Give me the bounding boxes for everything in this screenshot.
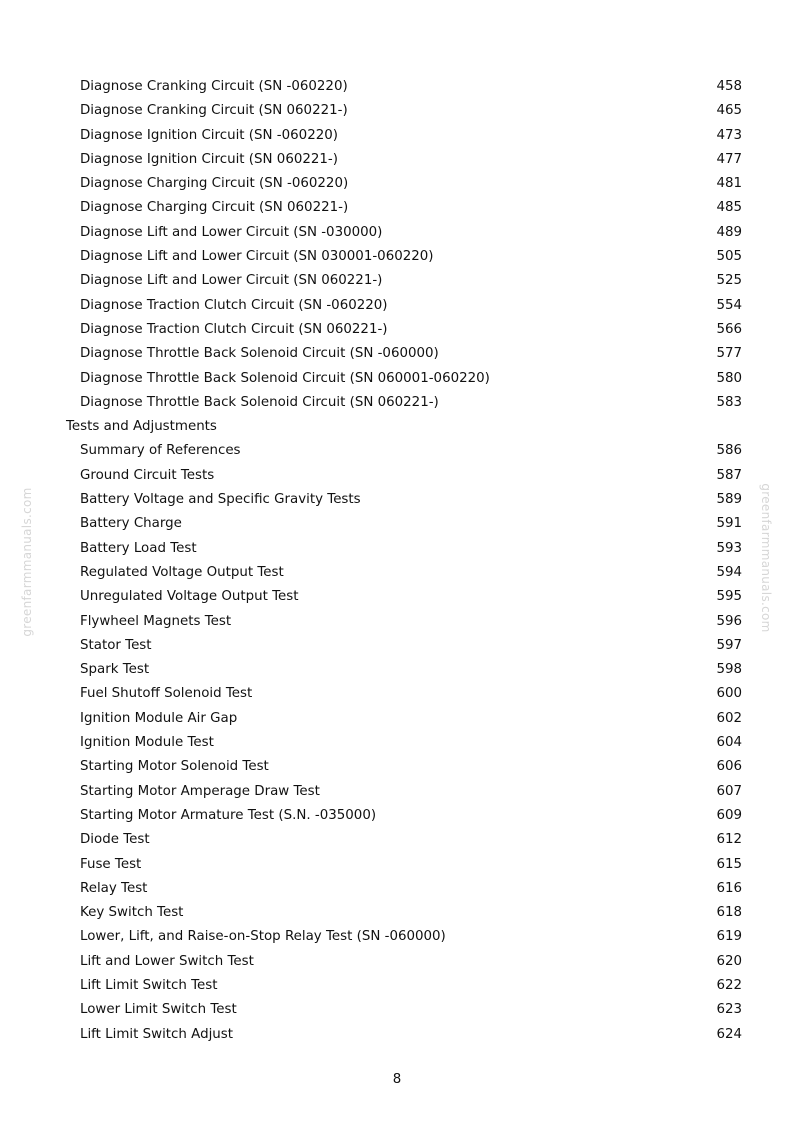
entry-title: Relay Test — [80, 880, 148, 896]
toc-entry[interactable] — [0, 512, 794, 536]
entry-title: Diagnose Cranking Circuit (SN 060221-) — [80, 103, 348, 119]
watermark-right: greenfarmmanuals.com — [759, 483, 773, 633]
entry-page-number: 580 — [716, 370, 742, 386]
entry-title: Lift Limit Switch Test — [80, 977, 218, 993]
entry-title: Lower Limit Switch Test — [80, 1002, 237, 1018]
entry-title: Diagnose Traction Clutch Circuit (SN -060220) — [80, 297, 388, 313]
entry-title: Diagnose Throttle Back Solenoid Circuit (SN -060000) — [80, 346, 439, 362]
toc-entry[interactable] — [0, 318, 794, 342]
entry-page-number: 481 — [716, 176, 742, 192]
entry-title: Diagnose Lift and Lower Circuit (SN -030000) — [80, 224, 383, 240]
toc-entry[interactable] — [0, 537, 794, 561]
entry-page-number: 609 — [716, 807, 742, 823]
table-of-contents — [0, 75, 794, 1047]
toc-entry[interactable] — [0, 707, 794, 731]
toc-entry[interactable] — [0, 585, 794, 609]
entry-page-number: 566 — [716, 321, 742, 337]
entry-title: Stator Test — [80, 637, 152, 653]
toc-entry[interactable] — [0, 391, 794, 415]
entry-title: Summary of References — [80, 443, 241, 459]
entry-page-number: 458 — [716, 79, 742, 94]
toc-entry[interactable] — [0, 367, 794, 391]
entry-page-number: 604 — [716, 735, 742, 751]
entry-page-number: 600 — [716, 686, 742, 702]
entry-title: Battery Charge — [80, 516, 182, 532]
entry-page-number: 595 — [716, 589, 742, 605]
toc-entry[interactable] — [0, 172, 794, 196]
entry-page-number: 597 — [716, 637, 742, 653]
entry-title: Diagnose Charging Circuit (SN -060220) — [80, 176, 349, 192]
toc-entry[interactable] — [0, 731, 794, 755]
toc-entry[interactable] — [0, 925, 794, 949]
entry-title: Diagnose Cranking Circuit (SN -060220) — [80, 79, 348, 94]
toc-entry[interactable] — [0, 75, 794, 99]
entry-title: Flywheel Magnets Test — [80, 613, 232, 629]
entry-title: Key Switch Test — [80, 905, 184, 921]
entry-title: Unregulated Voltage Output Test — [80, 589, 299, 605]
entry-title: Ignition Module Air Gap — [80, 710, 238, 726]
entry-page-number: 594 — [716, 564, 742, 580]
toc-entry[interactable] — [0, 561, 794, 585]
toc-entry[interactable] — [0, 804, 794, 828]
entry-page-number: 619 — [716, 929, 742, 945]
entry-title: Diagnose Ignition Circuit (SN 060221-) — [80, 151, 338, 167]
toc-entry[interactable] — [0, 755, 794, 779]
entry-title: Diagnose Lift and Lower Circuit (SN 030001-060220) — [80, 249, 434, 265]
entry-title: Battery Load Test — [80, 540, 197, 556]
entry-page-number: 620 — [716, 953, 742, 969]
entry-page-number: 473 — [716, 127, 742, 143]
entry-page-number: 477 — [716, 151, 742, 167]
entry-title: Diagnose Ignition Circuit (SN -060220) — [80, 127, 338, 143]
entry-page-number: 612 — [716, 832, 742, 848]
toc-section-heading — [0, 415, 794, 439]
entry-page-number: 615 — [716, 856, 742, 872]
page-number: 8 — [392, 1072, 402, 1087]
entry-title: Diagnose Throttle Back Solenoid Circuit (SN 060001-060220) — [80, 370, 490, 386]
entry-page-number: 589 — [716, 492, 742, 508]
entry-page-number: 465 — [716, 103, 742, 119]
entry-page-number: 587 — [716, 467, 742, 483]
entry-title: Diagnose Throttle Back Solenoid Circuit (SN 060221-) — [80, 394, 439, 410]
entry-page-number: 525 — [716, 273, 742, 289]
entry-page-number: 606 — [716, 759, 742, 775]
section-title: Tests and Adjustments — [66, 419, 217, 435]
entry-page-number: 593 — [716, 540, 742, 556]
toc-entry[interactable] — [0, 294, 794, 318]
entry-title: Ignition Module Test — [80, 735, 214, 751]
entry-page-number: 623 — [716, 1002, 742, 1018]
toc-entry[interactable] — [0, 148, 794, 172]
entry-title: Diagnose Traction Clutch Circuit (SN 060221-) — [80, 321, 388, 337]
entry-title: Fuel Shutoff Solenoid Test — [80, 686, 253, 702]
toc-entry[interactable] — [0, 245, 794, 269]
entry-page-number: 591 — [716, 516, 742, 532]
entry-title: Lift Limit Switch Adjust — [80, 1026, 234, 1042]
entry-page-number: 622 — [716, 977, 742, 993]
toc-entry[interactable] — [0, 488, 794, 512]
toc-entry[interactable] — [0, 901, 794, 925]
entry-title: Fuse Test — [80, 856, 142, 872]
entry-title: Lower, Lift, and Raise-on-Stop Relay Test (SN -060000) — [80, 929, 446, 945]
entry-page-number: 607 — [716, 783, 742, 799]
entry-title: Spark Test — [80, 662, 150, 678]
toc-entry[interactable] — [0, 124, 794, 148]
entry-page-number: 598 — [716, 662, 742, 678]
entry-page-number: 624 — [716, 1026, 742, 1042]
entry-title: Ground Circuit Tests — [80, 467, 215, 483]
entry-page-number: 618 — [716, 905, 742, 921]
entry-title: Diode Test — [80, 832, 150, 848]
entry-title: Lift and Lower Switch Test — [80, 953, 254, 969]
entry-page-number: 489 — [716, 224, 742, 240]
toc-entry[interactable] — [0, 682, 794, 706]
toc-entry[interactable] — [0, 998, 794, 1022]
entry-page-number: 583 — [716, 394, 742, 410]
toc-entry[interactable] — [0, 658, 794, 682]
toc-entry[interactable] — [0, 853, 794, 877]
entry-page-number: 554 — [716, 297, 742, 313]
toc-entry[interactable] — [0, 610, 794, 634]
toc-entry[interactable] — [0, 221, 794, 245]
entry-title: Diagnose Charging Circuit (SN 060221-) — [80, 200, 349, 216]
entry-page-number: 505 — [716, 249, 742, 265]
toc-entry[interactable] — [0, 196, 794, 220]
entry-title: Diagnose Lift and Lower Circuit (SN 060221-) — [80, 273, 383, 289]
entry-title: Starting Motor Armature Test (S.N. -035000) — [80, 807, 377, 823]
toc-entry[interactable] — [0, 464, 794, 488]
toc-entry[interactable] — [0, 1023, 794, 1047]
toc-entry[interactable] — [0, 828, 794, 852]
entry-page-number: 577 — [716, 346, 742, 362]
toc-entry[interactable] — [0, 877, 794, 901]
entry-title: Starting Motor Amperage Draw Test — [80, 783, 320, 799]
toc-entry[interactable] — [0, 439, 794, 463]
entry-page-number: 616 — [716, 880, 742, 896]
entry-title: Starting Motor Solenoid Test — [80, 759, 269, 775]
toc-entry[interactable] — [0, 342, 794, 366]
watermark-left: greenfarmmanuals.com — [20, 487, 34, 637]
entry-title: Regulated Voltage Output Test — [80, 564, 284, 580]
entry-page-number: 586 — [716, 443, 742, 459]
toc-entry[interactable] — [0, 974, 794, 998]
toc-entry[interactable] — [0, 950, 794, 974]
entry-page-number: 602 — [716, 710, 742, 726]
entry-page-number: 485 — [716, 200, 742, 216]
entry-title: Battery Voltage and Specific Gravity Tests — [80, 492, 361, 508]
toc-entry[interactable] — [0, 634, 794, 658]
toc-entry[interactable] — [0, 269, 794, 293]
entry-page-number: 596 — [716, 613, 742, 629]
toc-entry[interactable] — [0, 780, 794, 804]
toc-entry[interactable] — [0, 99, 794, 123]
